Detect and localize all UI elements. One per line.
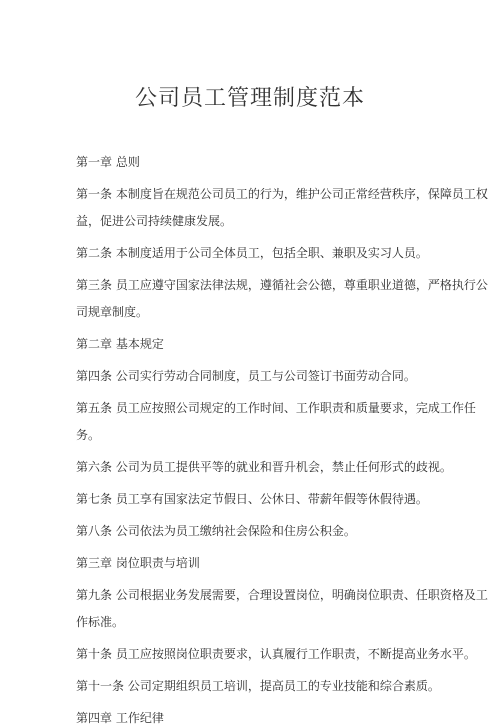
chapter-heading: 第三章 岗位职责与培训 bbox=[76, 556, 200, 570]
article-line: 第四条 公司实行劳动合同制度，员工与公司签订书面劳动合同。 bbox=[76, 369, 416, 383]
article-line: 益，促进公司持续健康发展。 bbox=[76, 214, 233, 228]
article-line: 第六条 公司为员工提供平等的就业和晋升机会，禁止任何形式的歧视。 bbox=[76, 460, 452, 474]
chapter-heading: 第二章 基本规定 bbox=[76, 337, 164, 351]
article-line: 第二条 本制度适用于公司全体员工，包括全职、兼职及实习人员。 bbox=[76, 246, 428, 260]
article-line: 第九条 公司根据业务发展需要，合理设置岗位，明确岗位职责、任职资格及工 bbox=[76, 588, 488, 602]
article-line: 作标准。 bbox=[76, 615, 125, 629]
article-line: 第八条 公司依法为员工缴纳社会保险和住房公积金。 bbox=[76, 524, 356, 538]
article-line: 第七条 员工享有国家法定节假日、公休日、带薪年假等休假待遇。 bbox=[76, 492, 428, 506]
chapter-heading: 第一章 总则 bbox=[76, 155, 140, 169]
article-line: 司规章制度。 bbox=[76, 305, 149, 319]
article-line: 第五条 员工应按照公司规定的工作时间、工作职责和质量要求，完成工作任 bbox=[76, 401, 476, 415]
document-title: 公司员工管理制度范本 bbox=[134, 86, 365, 111]
article-line: 务。 bbox=[76, 428, 101, 442]
document-body bbox=[76, 154, 488, 726]
article-line: 第十条 员工应按照岗位职责要求，认真履行工作职责，不断提高业务水平。 bbox=[76, 647, 476, 661]
chapter-heading: 第四章 工作纪律 bbox=[76, 711, 164, 725]
article-line: 第三条 员工应遵守国家法律法规，遵循社会公德，尊重职业道德，严格执行公 bbox=[76, 278, 488, 292]
article-line: 第一条 本制度旨在规范公司员工的行为，维护公司正常经营秩序，保障员工权 bbox=[76, 187, 488, 201]
article-line: 第十一条 公司定期组织员工培训，提高员工的专业技能和综合素质。 bbox=[76, 679, 440, 693]
